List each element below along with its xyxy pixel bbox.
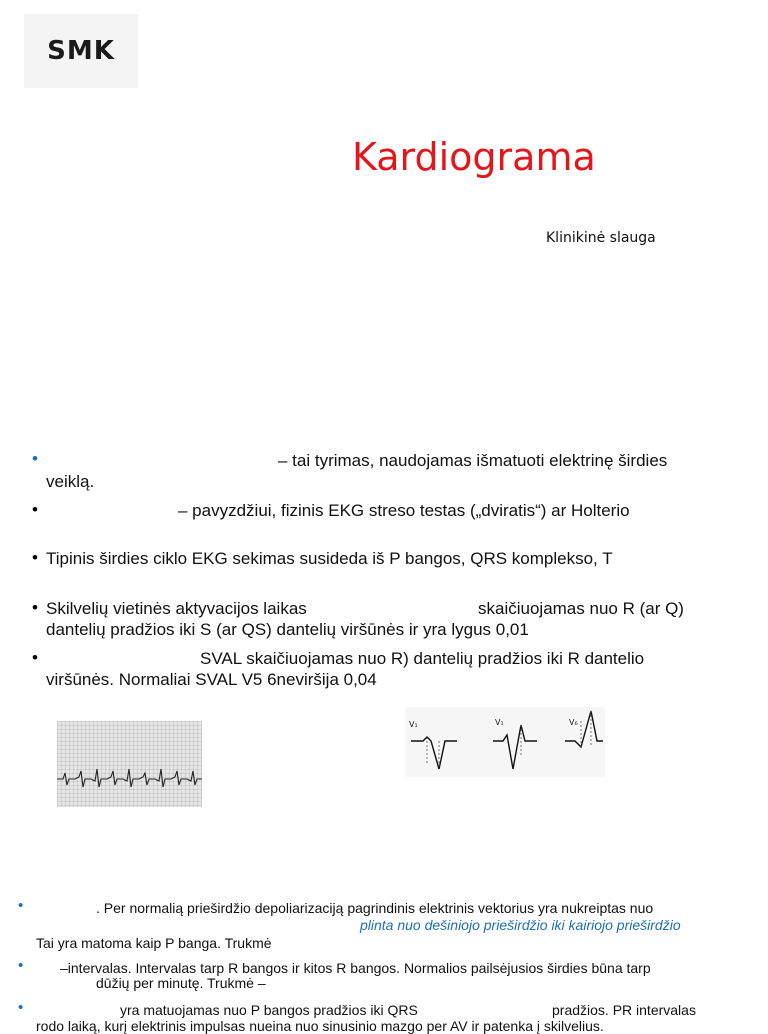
subtitle: Klinikinė slauga <box>546 230 656 246</box>
small-bullet-1-italic: plinta nuo dešiniojo prieširdžio iki kairiojo prieširdžio <box>360 917 681 933</box>
bullet-4-line-1: Skilvelių vietinės aktyvacijos laikas <box>46 599 307 618</box>
bullet-2-line-1: – pavyzdžiui, fizinis EKG streso testas („dviratis“) ar Holterio <box>178 501 630 520</box>
bullet-4-line-2: dantelių pradžios iki S (ar QS) dantelių viršūnės ir yra lygus 0,01 <box>46 620 529 639</box>
ecg-strip-image <box>57 721 202 807</box>
bullet-marker: • <box>18 897 24 914</box>
logo <box>24 14 138 88</box>
bullet-1-line-2: veiklą. <box>46 472 95 491</box>
small-bullet-3-line-1b: pradžios. PR intervalas <box>552 1002 696 1018</box>
small-bullet-3-line-2: rodo laiką, kurį elektrinis impulsas nueina nuo sinusinio mazgo per AV ir patenka į skilvelius. <box>36 1018 604 1034</box>
small-bullet-2-line-1: –intervalas. Intervalas tarp R bangos ir kitos R bangos. Normalios pailsėjusios širdies būna tarp <box>60 960 651 976</box>
small-bullet-1-line-1: . Per normalią prieširdžio depoliarizaciją pagrindinis elektrinis vektorius yra nukreiptas nuo <box>96 900 654 916</box>
bullet-5-line-1: SVAL skaičiuojamas nuo R) dantelių pradžios iki R dantelio <box>200 649 645 668</box>
bullet-marker: • <box>32 500 38 519</box>
qrs-waveforms-image <box>405 707 605 777</box>
lead-label: V₁ <box>409 720 418 729</box>
bullet-marker: • <box>32 449 38 468</box>
bullet-1-line-1: – tai tyrimas, naudojamas išmatuoti elektrinę širdies <box>278 451 668 470</box>
page-title: Kardiograma <box>352 135 596 179</box>
bullet-marker: • <box>18 999 24 1016</box>
small-bullet-2-line-2: dūžių per minutę. Trukmė – <box>96 975 266 991</box>
bullet-4-line-1b: skaičiuojamas nuo R (ar Q) <box>478 599 684 618</box>
bullet-marker: • <box>32 548 38 567</box>
logo-text: SMK <box>47 36 115 66</box>
lead-label: V₆ <box>569 718 578 727</box>
small-bullet-1-line-2: Tai yra matoma kaip P banga. Trukmė <box>36 935 272 951</box>
bullet-marker: • <box>18 957 24 974</box>
lead-label: V₁ <box>495 718 504 727</box>
bullet-marker: • <box>32 598 38 617</box>
bullet-5-line-2: viršūnės. Normaliai SVAL V5 6neviršija 0,04 <box>46 670 377 689</box>
bullet-3-line-1: Tipinis širdies ciklo EKG sekimas susideda iš P bangos, QRS komplekso, T <box>46 549 613 568</box>
bullet-marker: • <box>32 648 38 667</box>
small-bullet-3-line-1: yra matuojamas nuo P bangos pradžios iki QRS <box>120 1002 418 1018</box>
